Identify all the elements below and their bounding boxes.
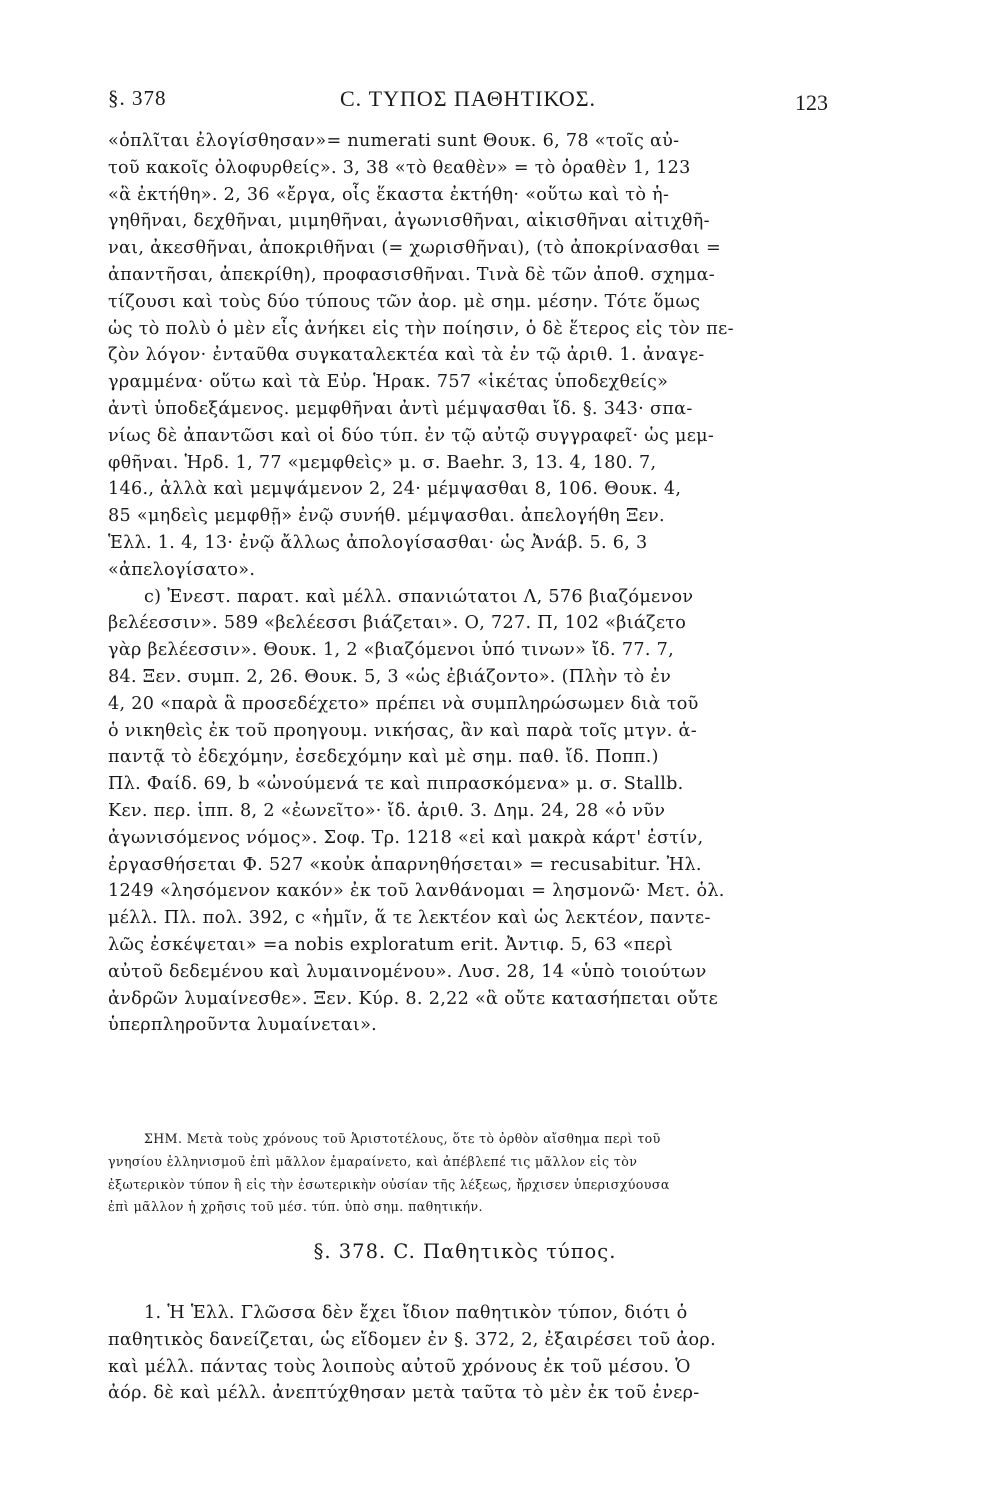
text-line [108, 1039, 822, 1066]
text-line: παντᾷ τὸ ἐδεχόμην, ἐσεδεχόμην καὶ μὲ σημ. παθ. ἴδ. Ποππ.) [108, 747, 659, 768]
text-line: «ἀπελογίσατο». [108, 559, 256, 580]
text-line: τίζουσι καὶ τοὺς δύο τύπους τῶν ἀορ. μὲ σημ. μέσην. Τότε ὅμως [108, 291, 701, 312]
text-line: ἀγωνισόμενος νόμος». Σοφ. Τρ. 1218 «εἰ καὶ μακρὰ κάρτ' ἐστίν, [108, 827, 704, 848]
note-line: ἐξωτερικὸν τύπον ἢ εἰς τὴν ἐσωτερικὴν οὐσίαν τῆς λέξεως, ἤρχισεν ὑπερισχύουσα [108, 1176, 670, 1192]
text-line: c) Ἐνεστ. παρατ. καὶ μέλλ. σπανιώτατοι Λ, 576 βιαζόμενον [144, 586, 694, 607]
text-line: ἀνδρῶν λυμαίνεσθε». Ξεν. Κύρ. 8. 2,22 «ἃ οὔτε κατασήπεται οὔτε [108, 988, 719, 1009]
text-line: τοῦ κακοῖς ὀλοφυρθείς». 3, 38 «τὸ θεαθὲν» = τὸ ὁραθὲν 1, 123 [108, 157, 691, 178]
text-line: «ἃ ἐκτήθη». 2, 36 «ἔργα, οἷς ἕκαστα ἐκτήθη· «οὕτω καὶ τὸ ἡ- [108, 184, 670, 205]
note-block [108, 1128, 822, 1219]
text-line: Πλ. Φαίδ. 69, b «ὠνούμενά τε καὶ πιπρασκόμενα» μ. σ. Stallb. [108, 774, 684, 795]
text-line: γὰρ βελέεσσιν». Θουκ. 1, 2 «βιαζόμενοι ὑπό τινων» ἴδ. 77. 7, [108, 640, 674, 661]
text-line: 1249 «λησόμενον κακόν» ἐκ τοῦ λανθάνομαι = λησμονῶ· Μετ. ὁλ. [108, 881, 725, 902]
text-line: γραμμένα· οὕτω καὶ τὰ Εὐρ. Ἡρακ. 757 «ἱκέτας ὑποδεχθείς» [108, 372, 669, 393]
text-line: Ἑλλ. 1. 4, 13· ἐνῷ ἄλλως ἀπολογίσασθαι· ὡς Ἀνάβ. 5. 6, 3 [108, 532, 648, 553]
header-section-ref: §. 378 [108, 86, 167, 110]
text-line: 4, 20 «παρὰ ἃ προσεδέχετο» πρέπει νὰ συμπληρώσωμεν διὰ τοῦ [108, 693, 699, 714]
text-line: ζὸν λόγον· ἐνταῦθα συγκαταλεκτέα καὶ τὰ ἐν τῷ ἀριθ. 1. ἀναγε- [108, 345, 705, 366]
text-line: 85 «μηδεὶς μεμφθῇ» ἐνῷ συνήθ. μέμψασθαι. ἀπελογήθη Ξεν. [108, 506, 665, 527]
section-heading: §. 378. C. Παθητικὸς τύπος. [313, 1240, 617, 1263]
text-line: Κεν. περ. ἱππ. 8, 2 «ἐωνεῖτο»· ἴδ. ἀριθ. 3. Δημ. 24, 28 «ὁ νῦν [108, 800, 666, 821]
main-text-block [108, 128, 822, 1093]
text-line: μέλλ. Πλ. πολ. 392, c «ἡμῖν, ἅ τε λεκτέον καὶ ὡς λεκτέον, παντε- [108, 908, 711, 929]
text-line: αὐτοῦ δεδεμένου καὶ λυμαινομένου». Λυσ. 28, 14 «ὑπὸ τοιούτων [108, 961, 707, 982]
text-line: νίως δὲ ἀπαντῶσι καὶ οἱ δύο τύπ. ἐν τῷ αὐτῷ συγγραφεῖ· ὡς μεμ- [108, 425, 715, 446]
text-line [108, 1066, 822, 1093]
text-line: «ὁπλῖται ἐλογίσθησαν»= numerati sunt Θουκ. 6, 78 «τοῖς αὐ- [108, 131, 680, 151]
text-line: 84. Ξεν. συμπ. 2, 26. Θουκ. 5, 3 «ὡς ἐβιάζοντο». (Πλὴν τὸ ἐν [108, 666, 672, 687]
text-line: ἀντὶ ὑποδεξάμενος. μεμφθῆναι ἀντὶ μέμψασθαι ἴδ. §. 343· σπα- [108, 398, 693, 419]
page-number: 123 [795, 90, 828, 115]
text-line: 146., ἀλλὰ καὶ μεμψάμενον 2, 24· μέμψασθαι 8, 106. Θουκ. 4, [108, 479, 682, 500]
text-line: παθητικὸς δανείζεται, ὡς εἴδομεν ἐν §. 372, 2, ἐξαιρέσει τοῦ ἀορ. [108, 1329, 716, 1350]
text-line: βελέεσσιν». 589 «βελέεσσι βιάζεται». Ο, 727. Π, 102 «βιάζετο [108, 613, 687, 634]
text-line: γηθῆναι, δεχθῆναι, μιμηθῆναι, ἀγωνισθῆναι, αἰκισθῆναι αἰτιχθῆ- [108, 211, 710, 232]
text-line: ἀπαντῆσαι, ἀπεκρίθη), προφασισθῆναι. Τινὰ δὲ τῶν ἀποθ. σχημα- [108, 264, 716, 285]
text-line: 1. Ἡ Ἑλλ. Γλῶσσα δὲν ἔχει ἴδιον παθητικὸν τύπον, διότι ὁ [144, 1303, 688, 1323]
note-line: ἐπὶ μᾶλλον ἡ χρῆσις τοῦ μέσ. τύπ. ὑπὸ σημ. παθητικήν. [108, 1199, 483, 1215]
section-body [108, 1300, 822, 1407]
note-line: ΣΗΜ. Μετὰ τοὺς χρόνους τοῦ Ἀριστοτέλους, ὅτε τὸ ὀρθὸν αἴσθημα περὶ τοῦ [144, 1131, 661, 1146]
header-title: C. ΤΥΠΟΣ ΠΑΘΗΤΙΚΟΣ. [339, 86, 597, 111]
text-line: καὶ μέλλ. πάντας τοὺς λοιποὺς αὐτοῦ χρόνους ἐκ τοῦ μέσου. Ὁ [108, 1356, 691, 1377]
text-line: ναι, ἀκεσθῆναι, ἀποκριθῆναι (= χωρισθῆναι), (τὸ ἀποκρίνασθαι = [108, 238, 721, 259]
text-line: ἐργασθήσεται Φ. 527 «κοὐκ ἀπαρνηθήσεται» = recusabitur. Ἠλ. [108, 854, 702, 875]
text-line: ὑπερπληροῦντα λυμαίνεται». [108, 1015, 378, 1036]
running-header [108, 78, 828, 118]
text-line: ὡς τὸ πολὺ ὁ μὲν εἷς ἀνήκει εἰς τὴν ποίησιν, ὁ δὲ ἕτερος εἰς τὸν πε- [108, 318, 734, 339]
text-line: φθῆναι. Ἡρδ. 1, 77 «μεμφθεὶς» μ. σ. Baehr. 3, 13. 4, 180. 7, [108, 452, 657, 473]
text-line: ἀόρ. δὲ καὶ μέλλ. ἀνεπτύχθησαν μετὰ ταῦτα τὸ μὲν ἐκ τοῦ ἐνερ- [108, 1383, 700, 1404]
text-line: λῶς ἐσκέψεται» =a nobis exploratum erit. Ἀντιφ. 5, 63 «περὶ [108, 934, 673, 955]
note-line: γνησίου ἑλληνισμοῦ ἐπὶ μᾶλλον ἐμαραίνετο, καὶ ἀπέβλεπέ τις μᾶλλον εἰς τὸν [108, 1153, 638, 1169]
text-line: ὁ νικηθεὶς ἐκ τοῦ προηγουμ. νικήσας, ἂν καὶ παρὰ τοῖς μτγν. ἁ- [108, 720, 697, 741]
